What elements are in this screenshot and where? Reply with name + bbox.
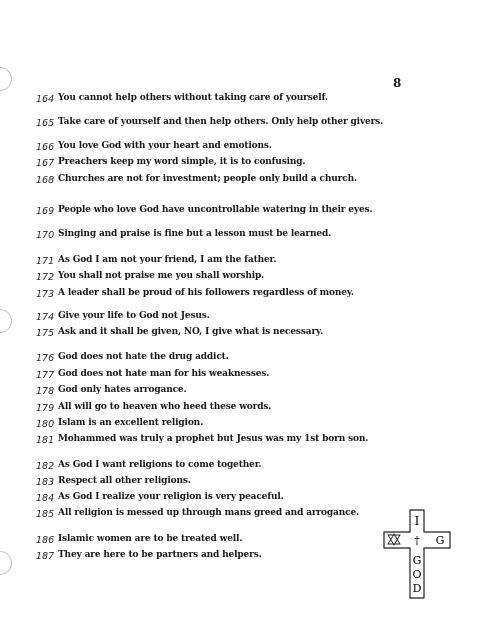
entry-171 — [36, 256, 386, 266]
entry-text: Ask and it shall be given, NO, I give what is necessary. — [58, 327, 324, 337]
entry-number: 172 — [36, 272, 55, 283]
entry-text: Preachers keep my word simple, it is to confusing. — [58, 157, 306, 167]
entry-text: Respect all other religions. — [58, 476, 191, 486]
punch-hole — [0, 309, 12, 333]
entry-number: 185 — [36, 509, 55, 520]
entry-text: As God I realize your religion is very peaceful. — [58, 492, 284, 502]
letter-d-vertical: D — [412, 582, 422, 595]
entry-number: 165 — [36, 118, 55, 129]
entry-text: All will go to heaven who heed these words. — [58, 402, 272, 412]
small-cross-glyph: † — [414, 534, 420, 547]
entry-number: 180 — [36, 419, 55, 430]
entry-text: You love God with your heart and emotions. — [58, 141, 272, 151]
entry-180 — [36, 419, 386, 429]
entry-number: 178 — [36, 386, 55, 397]
entry-number: 171 — [36, 256, 55, 267]
entry-177 — [36, 370, 386, 380]
entry-number: 170 — [36, 230, 55, 241]
entry-text: God only hates arrogance. — [58, 385, 187, 395]
entry-text: Take care of yourself and then help others. Only help other givers. — [58, 117, 384, 127]
entry-text: They are here to be partners and helpers. — [58, 550, 262, 560]
entry-text: Islamic women are to be treated well. — [58, 534, 243, 544]
entry-number: 177 — [36, 370, 55, 381]
entry-number: 169 — [36, 206, 55, 217]
entry-number: 166 — [36, 142, 55, 153]
entry-text: Islam is an excellent religion. — [58, 418, 204, 428]
entry-186 — [36, 535, 386, 545]
entry-165 — [36, 118, 386, 128]
entry-text: People who love God have uncontrollable watering in their eyes. — [58, 205, 373, 215]
entry-181 — [36, 435, 386, 445]
entry-text: Mohammed was truly a prophet but Jesus was my 1st born son. — [58, 434, 369, 444]
entry-173 — [36, 289, 386, 299]
entry-text: Singing and praise is fine but a lesson must be learned. — [58, 229, 332, 239]
entry-text: Give your life to God not Jesus. — [58, 311, 210, 321]
entry-text: God does not hate man for his weaknesses. — [58, 369, 270, 379]
letter-o-vertical: O — [412, 568, 422, 581]
entry-179 — [36, 403, 386, 413]
letter-g: G — [435, 534, 445, 547]
entry-number: 168 — [36, 175, 55, 186]
entry-number: 183 — [36, 477, 55, 488]
entry-number: 167 — [36, 158, 55, 169]
entry-text: As God I am not your friend, I am the father. — [58, 255, 277, 265]
entry-182 — [36, 461, 386, 471]
entry-170 — [36, 230, 386, 240]
entry-166 — [36, 142, 386, 152]
entry-185 — [36, 509, 386, 519]
entry-164 — [36, 94, 386, 104]
entry-number: 174 — [36, 312, 55, 323]
entry-168 — [36, 175, 386, 185]
star-of-david-icon — [388, 534, 400, 545]
entry-number: 184 — [36, 493, 55, 504]
entry-174 — [36, 312, 386, 322]
entry-178 — [36, 386, 386, 396]
entry-169 — [36, 206, 386, 216]
entry-number: 187 — [36, 551, 55, 562]
entry-number: 176 — [36, 353, 55, 364]
entry-text: All religion is messed up through mans greed and arrogance. — [58, 508, 360, 518]
entry-number: 181 — [36, 435, 55, 446]
entry-187 — [36, 551, 386, 561]
entry-number: 186 — [36, 535, 55, 546]
entry-text: You shall not praise me you shall worship. — [58, 271, 265, 281]
entry-176 — [36, 353, 386, 363]
page-number: 8 — [393, 76, 402, 90]
entry-text: You cannot help others without taking care of yourself. — [58, 93, 328, 103]
entry-number: 182 — [36, 461, 55, 472]
entry-number: 164 — [36, 94, 55, 105]
entry-167 — [36, 158, 386, 168]
entry-184 — [36, 493, 386, 503]
letter-g-vertical: G — [412, 554, 422, 567]
entry-183 — [36, 477, 386, 487]
entry-172 — [36, 272, 386, 282]
entry-text: God does not hate the drug addict. — [58, 352, 229, 362]
entry-text: As God I want religions to come together. — [58, 460, 262, 470]
punch-hole — [0, 551, 12, 575]
entry-175 — [36, 328, 386, 338]
entry-number: 173 — [36, 289, 55, 300]
hand-drawn-cross-drawing — [380, 508, 460, 600]
entry-text: Churches are not for investment; people only build a church. — [58, 174, 357, 184]
letter-i: I — [414, 514, 420, 528]
entry-number: 175 — [36, 328, 55, 339]
entry-text: A leader shall be proud of his followers regardless of money. — [58, 288, 354, 298]
entry-number: 179 — [36, 403, 55, 414]
punch-hole — [0, 67, 12, 91]
